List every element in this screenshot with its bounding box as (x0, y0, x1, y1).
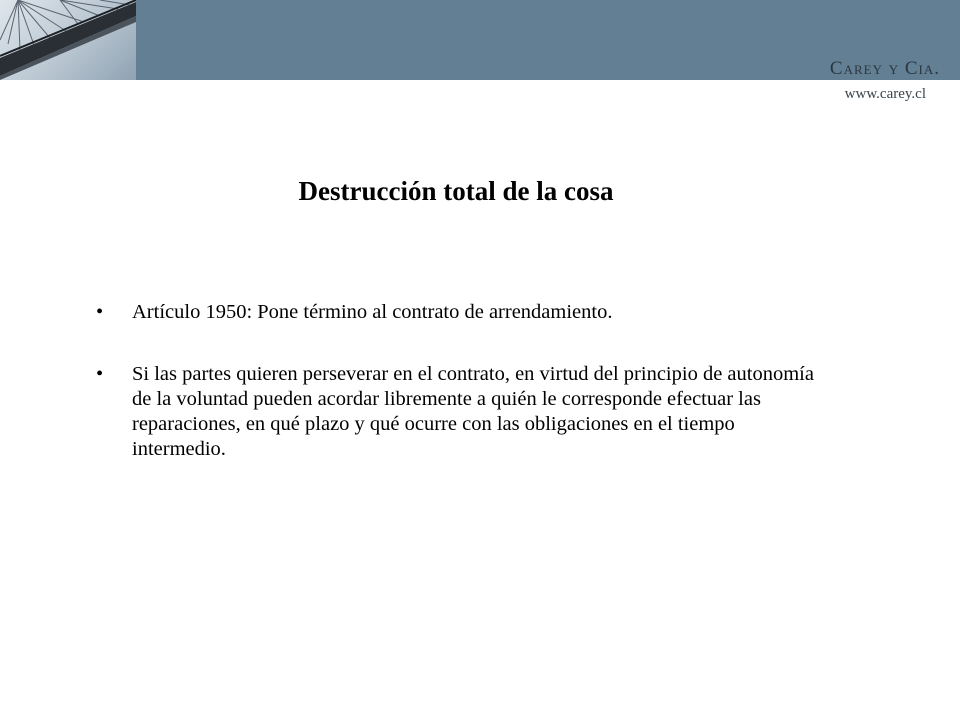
bridge-image (0, 0, 136, 80)
slide-title: Destrucción total de la cosa (298, 176, 614, 206)
bullet-item (96, 362, 816, 462)
bridge-illustration (0, 0, 136, 80)
bullet-text: Artículo 1950: Pone término al contrato de arrendamiento. (132, 301, 613, 323)
brand-url[interactable]: www.carey.cl (844, 86, 926, 102)
bullet-dot-icon: • (96, 363, 104, 385)
bullet-dot-icon: • (96, 301, 104, 323)
brand-name: Carey y Cia. (829, 58, 940, 79)
bullet-item (96, 300, 816, 325)
bullet-list (96, 300, 816, 499)
bullet-text: Si las partes quieren perseverar en el contrato, en virtud del principio de autonomía de la voluntad pueden acordar libremente a quién le corresponde efectuar las reparaciones, en qué plazo y qué ocurre con las obligaciones en el tiempo intermedio. (132, 363, 814, 460)
